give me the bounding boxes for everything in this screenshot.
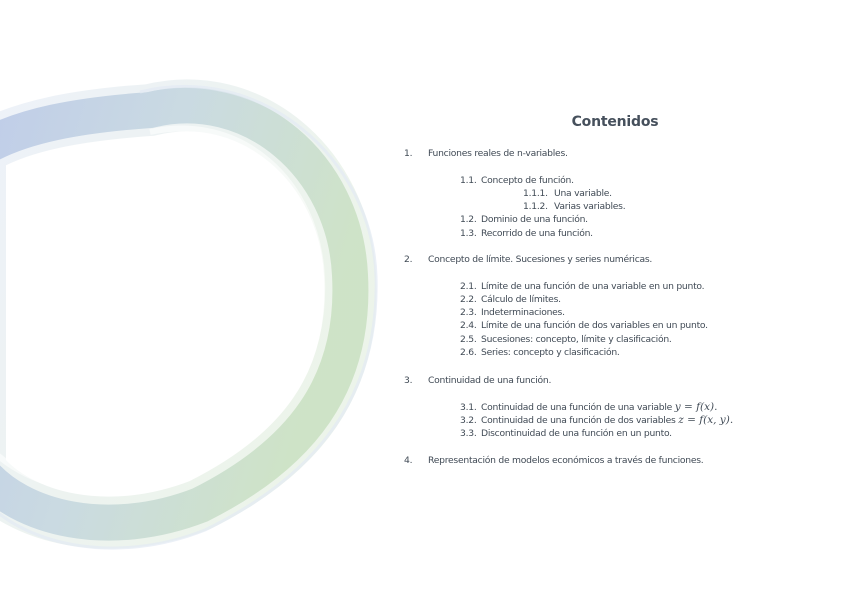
item-1-1-label: Concepto de función. bbox=[481, 175, 574, 186]
item-1-1-1 bbox=[523, 188, 612, 200]
item-2-3-number: 2.3. bbox=[460, 307, 477, 318]
section-2-number: 2. bbox=[404, 254, 413, 265]
section-1-label: Funciones reales de n-variables. bbox=[428, 148, 568, 159]
section-4 bbox=[404, 455, 703, 467]
item-2-4-label: Límite de una función de dos variables en un punto. bbox=[481, 320, 708, 331]
item-1-2-number: 1.2. bbox=[460, 214, 477, 225]
item-3-2-label: Continuidad de una función de dos variables bbox=[481, 415, 676, 426]
item-2-3 bbox=[460, 307, 565, 319]
item-3-1-label: Continuidad de una función de una variable bbox=[481, 402, 673, 413]
item-1-2 bbox=[460, 214, 588, 226]
item-2-2 bbox=[460, 294, 561, 306]
item-1-3-number: 1.3. bbox=[460, 228, 477, 239]
item-3-2-number: 3.2. bbox=[460, 415, 477, 426]
section-2-label: Concepto de límite. Sucesiones y series numéricas. bbox=[428, 254, 653, 265]
item-1-3-label: Recorrido de una función. bbox=[481, 228, 593, 239]
contents-title: Contenidos bbox=[571, 114, 659, 130]
item-3-1-number: 3.1. bbox=[460, 402, 477, 413]
item-2-1-label: Límite de una función de una variable en un punto. bbox=[481, 281, 705, 292]
item-2-3-label: Indeterminaciones. bbox=[481, 307, 565, 318]
item-2-1-number: 2.1. bbox=[460, 281, 477, 292]
section-4-label: Representación de modelos económicos a través de funciones. bbox=[428, 455, 704, 466]
item-1-2-label: Dominio de una función. bbox=[481, 214, 588, 225]
item-1-1-1-number: 1.1.1. bbox=[523, 188, 548, 199]
item-3-2-formula: z = f(x, y). bbox=[678, 414, 734, 426]
section-4-number: 4. bbox=[404, 455, 413, 466]
item-2-2-number: 2.2. bbox=[460, 294, 477, 305]
item-3-3 bbox=[460, 428, 672, 440]
item-2-4 bbox=[460, 320, 708, 332]
item-2-4-number: 2.4. bbox=[460, 320, 477, 331]
item-3-3-label: Discontinuidad de una función en un punto. bbox=[481, 428, 672, 439]
item-2-5-number: 2.5. bbox=[460, 334, 477, 345]
item-3-1-formula: y = f(x). bbox=[674, 401, 718, 413]
item-2-2-label: Cálculo de límites. bbox=[481, 294, 561, 305]
item-1-1-number: 1.1. bbox=[460, 175, 477, 186]
item-1-1-2 bbox=[523, 201, 625, 213]
item-1-1-2-label: Varias variables. bbox=[554, 201, 626, 212]
item-3-1 bbox=[460, 401, 717, 414]
item-1-1-1-label: Una variable. bbox=[554, 188, 612, 199]
item-1-3 bbox=[460, 228, 593, 240]
item-2-5-label: Sucesiones: concepto, límite y clasificación. bbox=[481, 334, 672, 345]
section-3 bbox=[404, 375, 551, 387]
item-2-6-number: 2.6. bbox=[460, 347, 477, 358]
section-1-number: 1. bbox=[404, 148, 413, 159]
section-1 bbox=[404, 148, 568, 160]
item-1-1 bbox=[460, 175, 574, 187]
item-2-6-label: Series: concepto y clasificación. bbox=[481, 347, 620, 358]
item-3-3-number: 3.3. bbox=[460, 428, 477, 439]
section-2 bbox=[404, 254, 652, 266]
item-2-6 bbox=[460, 347, 620, 359]
item-2-5 bbox=[460, 334, 672, 346]
section-3-number: 3. bbox=[404, 375, 413, 386]
item-1-1-2-number: 1.1.2. bbox=[523, 201, 548, 212]
item-2-1 bbox=[460, 281, 704, 293]
section-3-label: Continuidad de una función. bbox=[428, 375, 552, 386]
item-3-2 bbox=[460, 414, 733, 427]
